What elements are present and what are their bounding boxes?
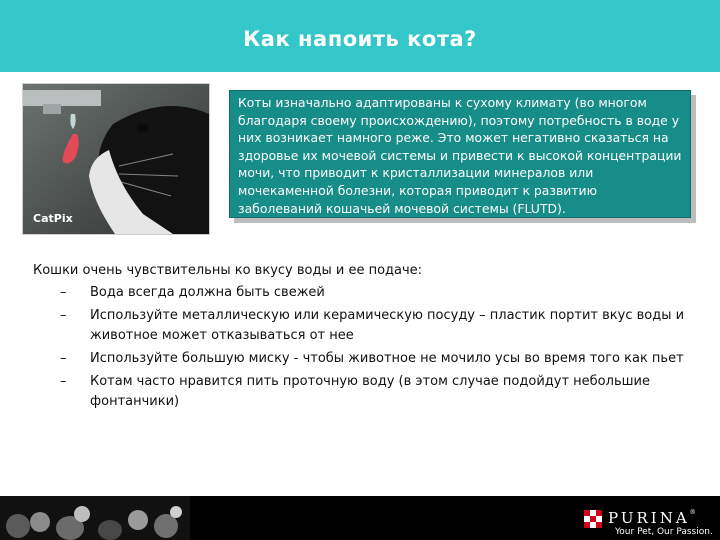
- callout-text: Коты изначально адаптированы к сухому климату (во многом благодаря своему происхождению), поэтому потребность в воде у них возникает намного реже. Это может негативно сказаться на здоровье их мочевой системы и привести к высокой концентрации мочи, что приводит к кристаллизации минералов или мочекаменной болезни, которая приводит к развитию заболеваний кошачьей мочевой системы (FLUTD).: [229, 90, 691, 218]
- bullet-text: Используйте большую миску - чтобы животное не мочило усы во время того как пьет: [90, 351, 684, 366]
- list-item: [60, 372, 710, 412]
- brand-name: [608, 509, 696, 527]
- slide-title: Как напоить кота?: [243, 27, 477, 51]
- bullet-marker: –: [60, 351, 67, 366]
- bullet-text: Котам часто нравится пить проточную воду (в этом случае подойдут небольшие фонтанчики): [90, 374, 650, 409]
- photo-watermark: CatPix: [33, 212, 73, 225]
- purina-logo: [584, 508, 714, 538]
- bullet-marker: –: [60, 374, 67, 389]
- intro-text: Кошки очень чувствительны ко вкусу воды и ее подаче:: [33, 263, 423, 278]
- brand-tagline: Your Pet, Our Passion.: [615, 527, 713, 537]
- footer-photo-strip: [0, 496, 190, 540]
- bullet-marker: –: [60, 308, 67, 323]
- list-item: [60, 306, 710, 346]
- bullet-list: [60, 283, 710, 415]
- list-item: [60, 283, 710, 303]
- list-item: [60, 349, 710, 369]
- brand-wordmark: PURINA: [608, 509, 690, 527]
- bullet-text: Используйте металлическую или керамическую посуду – пластик портит вкус воды и животное может отказываться от нее: [90, 308, 685, 343]
- registered-mark: ®: [689, 509, 696, 516]
- cat-drinking-photo: [22, 83, 210, 235]
- faucet-icon: [23, 90, 101, 106]
- bullet-marker: –: [60, 285, 67, 300]
- checkerboard-icon: [584, 510, 602, 528]
- title-bar: [0, 0, 720, 72]
- bullet-text: Вода всегда должна быть свежей: [90, 285, 325, 300]
- cat-drinking-illustration: [23, 84, 209, 234]
